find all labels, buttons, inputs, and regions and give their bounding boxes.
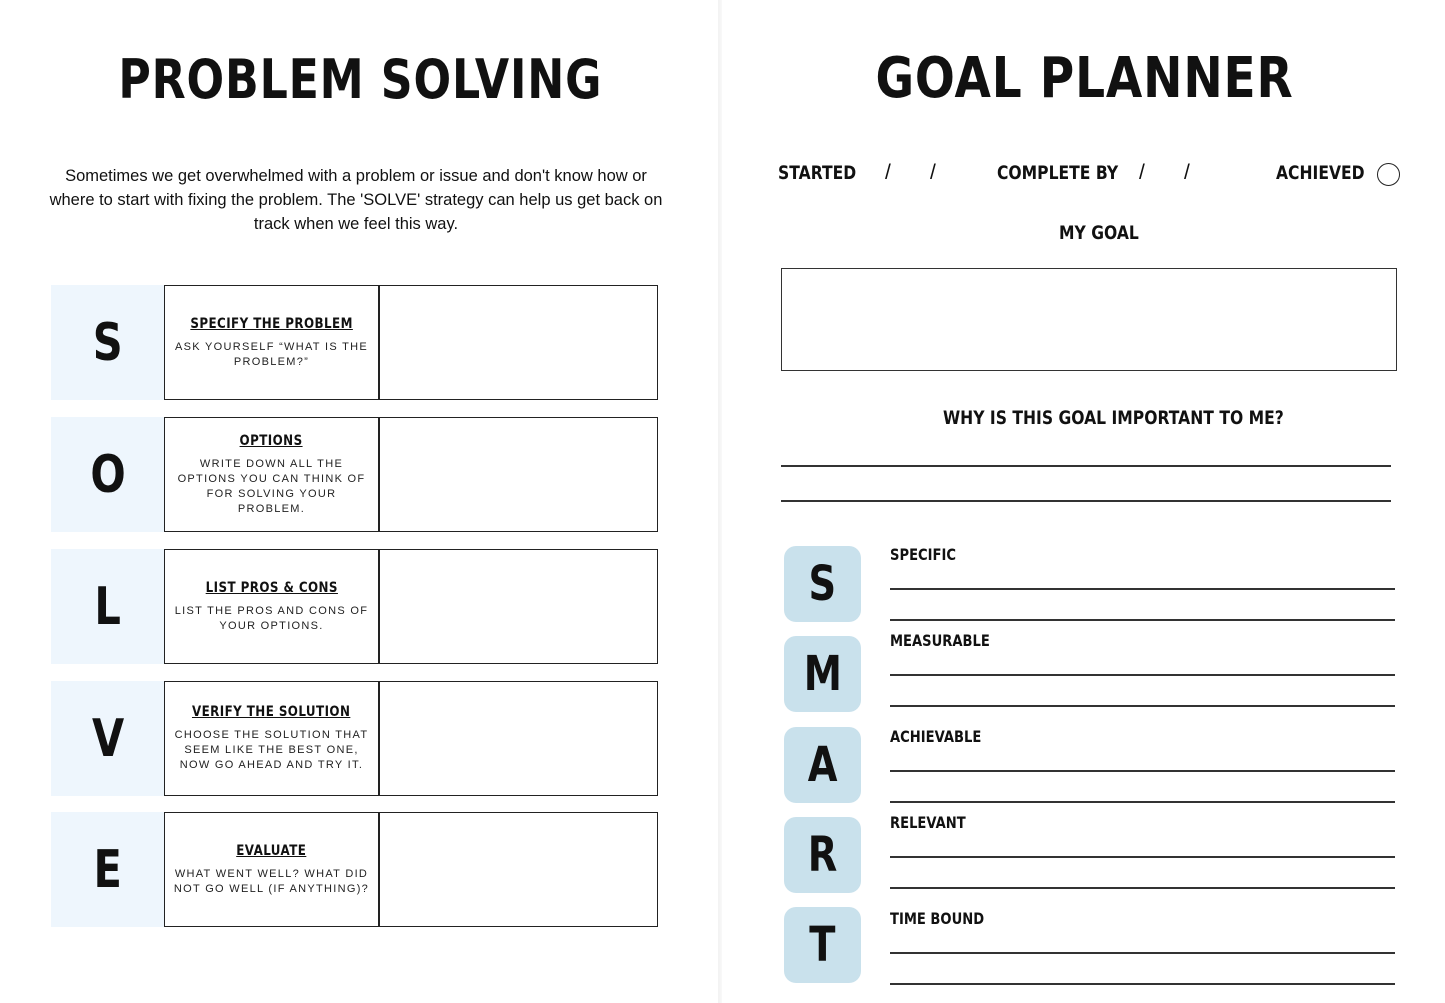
my-goal-label: MY GOAL [1059,222,1139,244]
smart-writing-line[interactable] [890,952,1395,954]
why-writing-line[interactable] [781,465,1391,467]
solve-letter-cell [51,285,165,400]
solve-heading: SPECIFY THE PROBLEM [190,315,353,332]
solve-heading: VERIFY THE SOLUTION [192,704,351,720]
intro-text: Sometimes we get overwhelmed with a problem or issue and don't know how or where to start with fixing the problem. The 'SOLVE' strategy can help us get back on track when we feel this way. [49,167,663,233]
smart-tile-r [784,817,861,893]
smart-writing-line[interactable] [890,801,1395,803]
solve-letter: S [93,312,123,373]
smart-label-measurable: MEASURABLE [890,631,990,650]
smart-writing-line[interactable] [890,588,1395,590]
solve-row-o [51,417,658,532]
solve-row-e [51,812,658,927]
solve-letter-cell [51,681,165,796]
solve-answer-box[interactable] [378,417,658,532]
solve-heading: LIST PROS & CONS [205,579,338,596]
solve-description-cell [164,285,379,400]
smart-tile-m [784,636,861,712]
smart-writing-line[interactable] [890,770,1395,772]
solve-heading: OPTIONS [239,432,304,449]
smart-label-time-bound: TIME BOUND [890,909,985,928]
smart-letter: R [807,827,838,883]
solve-row-v [51,681,658,796]
solve-heading: EVALUATE [236,842,307,859]
solve-description: LIST THE PROS AND CONS OF YOUR OPTIONS. [174,604,369,632]
solve-description: WHAT WENT WELL? WHAT DID NOT GO WELL (IF ANYTHING)? [173,867,370,895]
solve-answer-box[interactable] [378,285,658,400]
my-goal-box[interactable] [781,268,1397,371]
solve-answer-box[interactable] [378,681,658,796]
solve-letter-cell [51,417,165,532]
smart-tile-a [784,727,861,803]
date-slash: / [930,161,936,184]
solve-description: ASK YOURSELF “WHAT IS THE PROBLEM?” [174,340,369,368]
smart-tile-t [784,907,861,983]
smart-letter: T [809,917,836,973]
smart-letter: S [808,556,837,612]
solve-row-l [51,549,658,664]
solve-letter-cell [51,812,165,927]
why-important-label: WHY IS THIS GOAL IMPORTANT TO ME? [943,407,1284,429]
smart-writing-line[interactable] [890,674,1395,676]
achieved-label: ACHIEVED [1276,162,1365,184]
solve-answer-box[interactable] [378,549,658,664]
problem-solving-title: PROBLEM SOLVING [118,48,603,111]
smart-label-achievable: ACHIEVABLE [890,727,982,746]
smart-label-specific: SPECIFIC [890,545,957,564]
complete-by-label: COMPLETE BY [997,162,1119,184]
smart-label-relevant: RELEVANT [890,813,966,832]
smart-writing-line[interactable] [890,983,1395,985]
solve-description-cell [164,549,379,664]
started-label: STARTED [778,162,857,184]
date-slash: / [1184,161,1190,184]
solve-answer-box[interactable] [378,812,658,927]
solve-letter: V [91,708,125,769]
date-slash: / [1139,161,1145,184]
smart-tile-s [784,546,861,622]
smart-writing-line[interactable] [890,619,1395,621]
date-slash: / [885,161,891,184]
smart-writing-line[interactable] [890,887,1395,889]
smart-letter: A [807,737,838,793]
solve-letter: O [90,444,126,505]
solve-description-cell [164,681,379,796]
solve-letter: E [93,839,123,900]
solve-row-s [51,285,658,400]
smart-letter: M [803,646,842,702]
smart-writing-line[interactable] [890,856,1395,858]
achieved-checkbox[interactable] [1377,163,1400,186]
smart-writing-line[interactable] [890,705,1395,707]
goal-planner-title: GOAL PLANNER [875,46,1294,111]
solve-description: CHOOSE THE SOLUTION THAT SEEM LIKE THE BEST ONE, NOW GO AHEAD AND TRY IT. [174,729,369,771]
solve-letter: L [94,576,122,637]
solve-description: WRITE DOWN ALL THE OPTIONS YOU CAN THINK OF FOR SOLVING YOUR PROBLEM. [177,457,366,515]
solve-description-cell [164,812,379,927]
solve-description-cell [164,417,379,532]
solve-letter-cell [51,549,165,664]
why-writing-line[interactable] [781,500,1391,502]
